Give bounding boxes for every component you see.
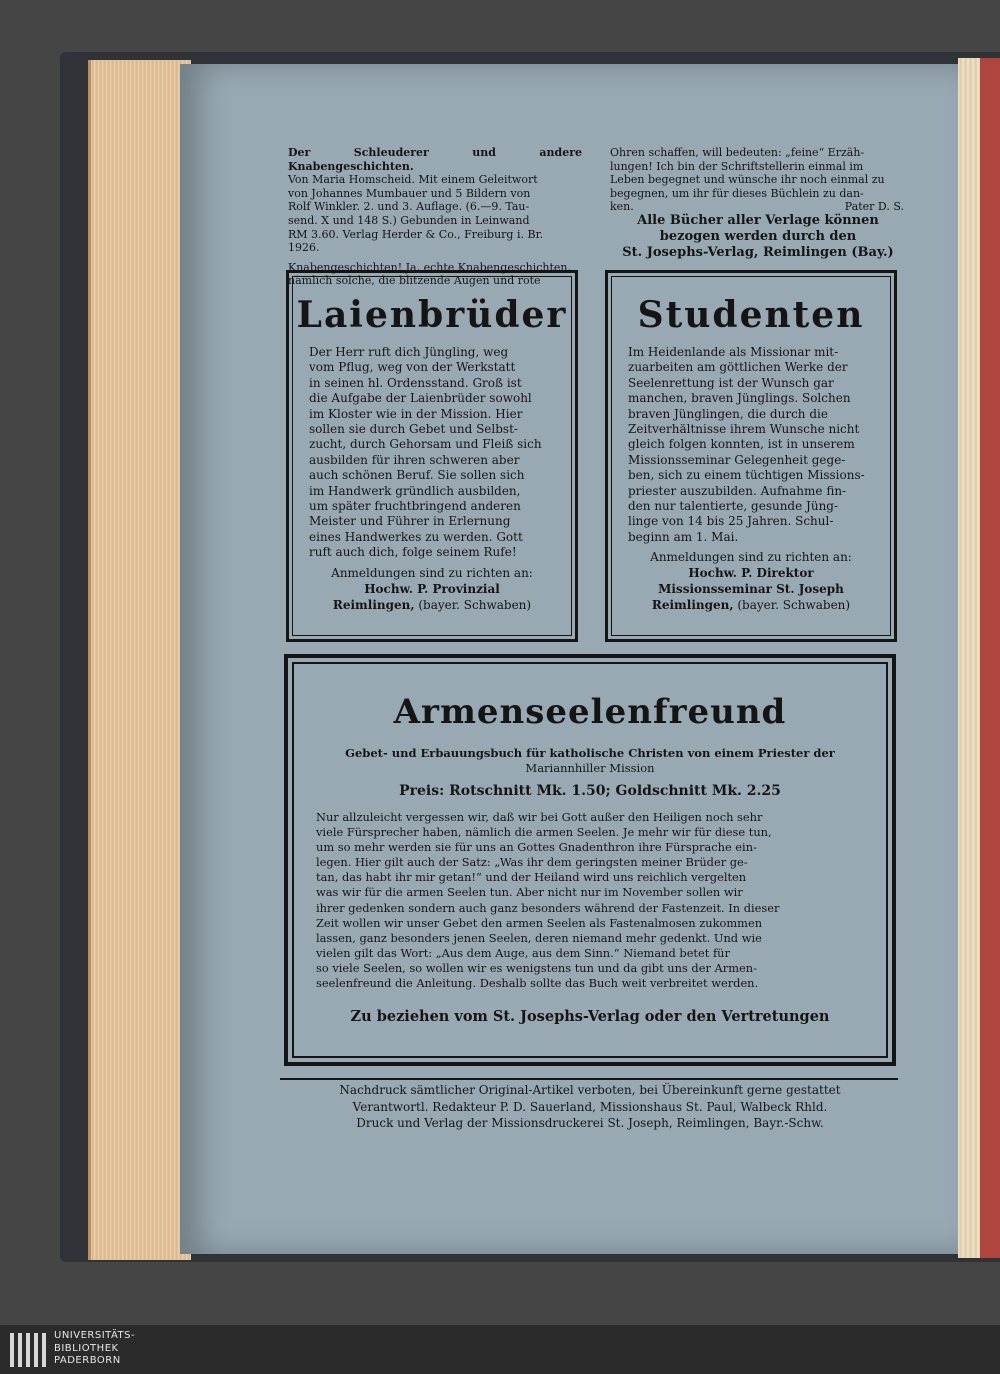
ad-line: eines Handwerkes zu werden. Gott bbox=[309, 529, 523, 544]
ad-line: im Kloster wie in der Mission. Hier bbox=[309, 406, 523, 421]
ad-box-laienbrueder bbox=[286, 270, 578, 642]
imprint-line: Verantwortl. Redakteur P. D. Sauerland, Missionshaus St. Paul, Walbeck Rhld. bbox=[352, 1099, 828, 1114]
contact-name: Hochw. P. Direktor bbox=[688, 566, 814, 580]
ad-line: im Handwerk gründlich ausbilden, bbox=[309, 483, 521, 498]
review-line: Knabengeschichten! Ja, echte Knabengeschichten, bbox=[288, 260, 571, 274]
contact-institution: Missionsseminar St. Joseph bbox=[658, 582, 844, 596]
ad-line: Missionsseminar Gelegenheit gege- bbox=[628, 452, 846, 467]
contact-intro: Anmeldungen sind zu richten an: bbox=[331, 566, 533, 580]
review-line: 1926. bbox=[288, 241, 320, 255]
contact-region: (bayer. Schwaben) bbox=[737, 598, 851, 612]
review-line: Rolf Winkler. 2. und 3. Auflage. (6.—9. Tau- bbox=[288, 200, 530, 214]
logo-line: PADERBORN bbox=[54, 1355, 121, 1366]
ad-title: Studenten bbox=[637, 294, 865, 336]
ad-line: tan, das habt ihr mir getan!“ und der Heiland wird uns reichlich vergelten bbox=[316, 870, 747, 885]
ad-line: ihrer gedenken sondern auch ganz besonders während der Fastenzeit. In dieser bbox=[316, 900, 780, 915]
contact-region: (bayer. Schwaben) bbox=[418, 598, 532, 612]
ad-line: den nur talentierte, gesunde Jüng- bbox=[628, 499, 839, 514]
ad-line: lassen, ganz besonders jenen Seelen, deren niemand mehr gedenkt. Und wie bbox=[316, 930, 762, 945]
contact-place: Reimlingen, bbox=[332, 598, 415, 612]
ad-line: beginn am 1. Mai. bbox=[628, 529, 739, 544]
ad-body bbox=[316, 810, 864, 991]
review-signature: Pater D. S. bbox=[844, 200, 904, 214]
ad-line: gleich folgen konnten, ist in unserem bbox=[628, 437, 855, 452]
ad-line: zucht, durch Gehorsam und Fleiß sich bbox=[309, 437, 542, 452]
ad-line: so viele Seelen, so wollen wir es wenigstens tun und da gibt uns der Armen- bbox=[316, 960, 757, 975]
library-logo-icon bbox=[10, 1333, 46, 1367]
ad-line: vom Pflug, weg von der Werkstatt bbox=[309, 360, 516, 375]
ad-line: manchen, braven Jünglings. Solchen bbox=[628, 391, 851, 406]
ad-line: Seelenrettung ist der Wunsch gar bbox=[628, 375, 834, 390]
ad-line: ruft auch dich, folge seinem Rufe! bbox=[309, 545, 517, 560]
ad-subtitle bbox=[308, 746, 872, 776]
review-line: begegnen, um ihr für dieses Büchlein zu dan- bbox=[610, 186, 864, 200]
subtitle-line: Mariannhiller Mission bbox=[525, 761, 655, 775]
page-edges-left bbox=[88, 60, 191, 1260]
ad-line: vielen gilt das Wort: „Aus dem Auge, aus dem Sinn.“ Niemand betet für bbox=[316, 945, 730, 960]
notice-line: St. Josephs-Verlag, Reimlingen (Bay.) bbox=[622, 245, 894, 260]
ad-title: Laienbrüder bbox=[296, 294, 568, 336]
ad-line: braven Jünglingen, die durch die bbox=[628, 406, 828, 421]
contact-name: Hochw. P. Provinzial bbox=[364, 582, 500, 596]
imprint-rule bbox=[280, 1078, 898, 1080]
library-footer bbox=[0, 1325, 1000, 1374]
ad-line: um so mehr werden sie für uns an Gottes Gnadenthron ihre Fürsprache ein- bbox=[316, 840, 757, 855]
ad-line: ausbilden für ihren schweren aber bbox=[309, 452, 520, 467]
ad-line: linge von 14 bis 25 Jahren. Schul- bbox=[628, 514, 834, 529]
ad-line: Meister und Führer in Erlernung bbox=[309, 514, 511, 529]
logo-line: BIBLIOTHEK bbox=[54, 1342, 119, 1354]
notice-line: Alle Bücher aller Verlage können bbox=[637, 213, 879, 228]
ad-body bbox=[628, 345, 876, 545]
review-last-word: ken. bbox=[610, 200, 634, 214]
ad-line: die Aufgabe der Laienbrüder sowohl bbox=[309, 391, 532, 406]
ad-line: sollen sie durch Gebet und Selbst- bbox=[309, 422, 518, 437]
ad-line: um später fruchtbringend anderen bbox=[309, 499, 521, 514]
ad-line: auch schönen Beruf. Sie sollen sich bbox=[309, 468, 525, 483]
contact-address bbox=[289, 597, 575, 613]
ad-line: zuarbeiten am göttlichen Werke der bbox=[628, 360, 848, 375]
ad-line: Zeitverhältnisse ihrem Wunsche nicht bbox=[628, 422, 860, 437]
ad-line: Im Heidenlande als Missionar mit- bbox=[628, 345, 839, 359]
ad-body bbox=[309, 345, 555, 561]
review-line: RM 3.60. Verlag Herder & Co., Freiburg i. Br. bbox=[288, 227, 544, 241]
review-line: nämlich solche, die blitzende Augen und rote bbox=[288, 274, 541, 288]
ad-price: Preis: Rotschnitt Mk. 1.50; Goldschnitt Mk. 2.25 bbox=[399, 783, 781, 799]
book-page bbox=[180, 64, 958, 1254]
ad-box-studenten bbox=[605, 270, 897, 642]
logo-line: UNIVERSITÄTS- bbox=[54, 1330, 136, 1341]
ad-closing: Zu beziehen vom St. Josephs-Verlag oder den Vertretungen bbox=[350, 1008, 830, 1025]
imprint-line: Nachdruck sämtlicher Original-Artikel verboten, bei Übereinkunft gerne gestattet bbox=[339, 1083, 841, 1097]
ad-contact bbox=[289, 565, 575, 613]
ad-box-armenseelenfreund bbox=[284, 654, 896, 1066]
ad-line: was wir für die armen Seelen tun. Aber nicht nur im November sollen wir bbox=[316, 885, 743, 900]
review-line: Der Schleuderer und andere Knabengeschichten. bbox=[288, 146, 582, 173]
ad-line: ben, sich zu einem tüchtigen Missions- bbox=[628, 468, 865, 483]
ad-line: priester auszubilden. Aufnahme fin- bbox=[628, 483, 847, 498]
review-line: Von Maria Homscheid. Mit einem Geleitwort bbox=[288, 173, 538, 187]
imprint-line: Druck und Verlag der Missionsdruckerei St. Joseph, Reimlingen, Bayr.-Schw. bbox=[356, 1116, 824, 1130]
ad-line: viele Fürsprecher haben, nämlich die armen Seelen. Je mehr wir für diese tun, bbox=[316, 825, 772, 840]
subtitle-line: Gebet- und Erbauungsbuch für katholische Christen von einem Priester der bbox=[345, 746, 835, 760]
ad-line: Der Herr ruft dich Jüngling, weg bbox=[309, 345, 509, 359]
red-page-edge bbox=[980, 58, 1000, 1258]
library-logo-text bbox=[54, 1330, 135, 1368]
ad-contact bbox=[608, 549, 894, 613]
review-line: send. X und 148 S.) Gebunden in Leinwand bbox=[288, 213, 530, 227]
bookshop-notice bbox=[602, 213, 914, 261]
review-line: Leben begegnet und wünsche ihr noch einmal zu bbox=[610, 173, 885, 187]
review-line: Ohren schaffen, will bedeuten: „feine“ Erzäh- bbox=[610, 146, 865, 159]
review-line: von Johannes Mumbauer und 5 Bildern von bbox=[288, 186, 531, 200]
review-line bbox=[610, 200, 904, 214]
ad-line: Nur allzuleicht vergessen wir, daß wir bei Gott außer den Heiligen noch sehr bbox=[316, 810, 763, 824]
review-line: lungen! Ich bin der Schriftstellerin einmal im bbox=[610, 159, 864, 173]
ad-title: Armenseelenfreund bbox=[393, 692, 787, 732]
contact-place: Reimlingen, bbox=[651, 598, 734, 612]
ad-line: in seinen hl. Ordensstand. Groß ist bbox=[309, 375, 522, 390]
book-review-continued bbox=[610, 146, 904, 214]
contact-intro: Anmeldungen sind zu richten an: bbox=[650, 550, 852, 564]
ad-line: seelenfreund die Anleitung. Deshalb sollte das Buch weit verbreitet werden. bbox=[316, 976, 759, 991]
book-review-text bbox=[288, 146, 582, 288]
ad-line: Zeit wollen wir unser Gebet den armen Seelen als Fastenalmosen zukommen bbox=[316, 915, 763, 930]
contact-address bbox=[608, 597, 894, 613]
imprint bbox=[270, 1082, 910, 1132]
ad-line: legen. Hier gilt auch der Satz: „Was ihr dem geringsten meiner Brüder ge- bbox=[316, 855, 748, 870]
notice-line: bezogen werden durch den bbox=[659, 229, 857, 244]
